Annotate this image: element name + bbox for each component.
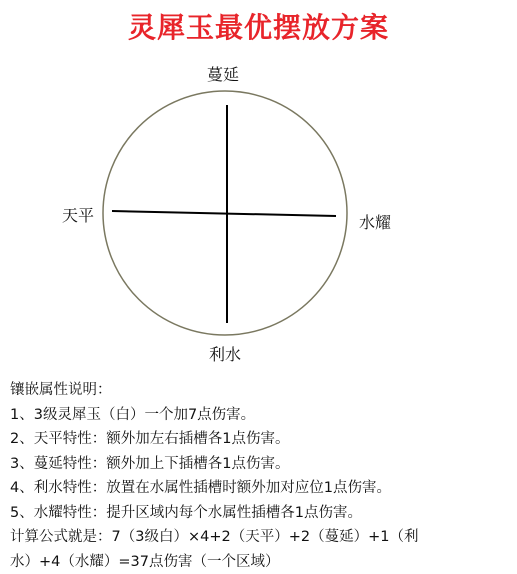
description-item-3: 3、蔓延特性：额外加上下插槽各1点伤害。 [10,452,510,477]
description-item-5: 5、水耀特性：提升区域内每个水属性插槽各1点伤害。 [10,501,510,526]
label-top: 蔓延 [207,62,239,85]
formula-line-2: 水）+4（水耀）=37点伤害（一个区域） [10,550,510,574]
label-left: 天平 [62,203,94,226]
description-item-4: 4、利水特性：放置在水属性插槽时额外加对应位1点伤害。 [10,476,510,501]
description-block [10,378,510,574]
description-item-2: 2、天平特性：额外加左右插槽各1点伤害。 [10,427,510,452]
label-right: 水耀 [359,210,391,233]
horizontal-axis-line [112,211,336,216]
label-bottom: 利水 [209,342,241,365]
description-heading: 镶嵌属性说明： [10,378,510,403]
page-title: 灵犀玉最优摆放方案 [0,6,517,46]
formula-line-1: 计算公式就是：7（3级白）×4+2（天平）+2（蔓延）+1（利 [10,525,510,550]
description-item-1: 1、3级灵犀玉（白）一个加7点伤害。 [10,403,510,428]
